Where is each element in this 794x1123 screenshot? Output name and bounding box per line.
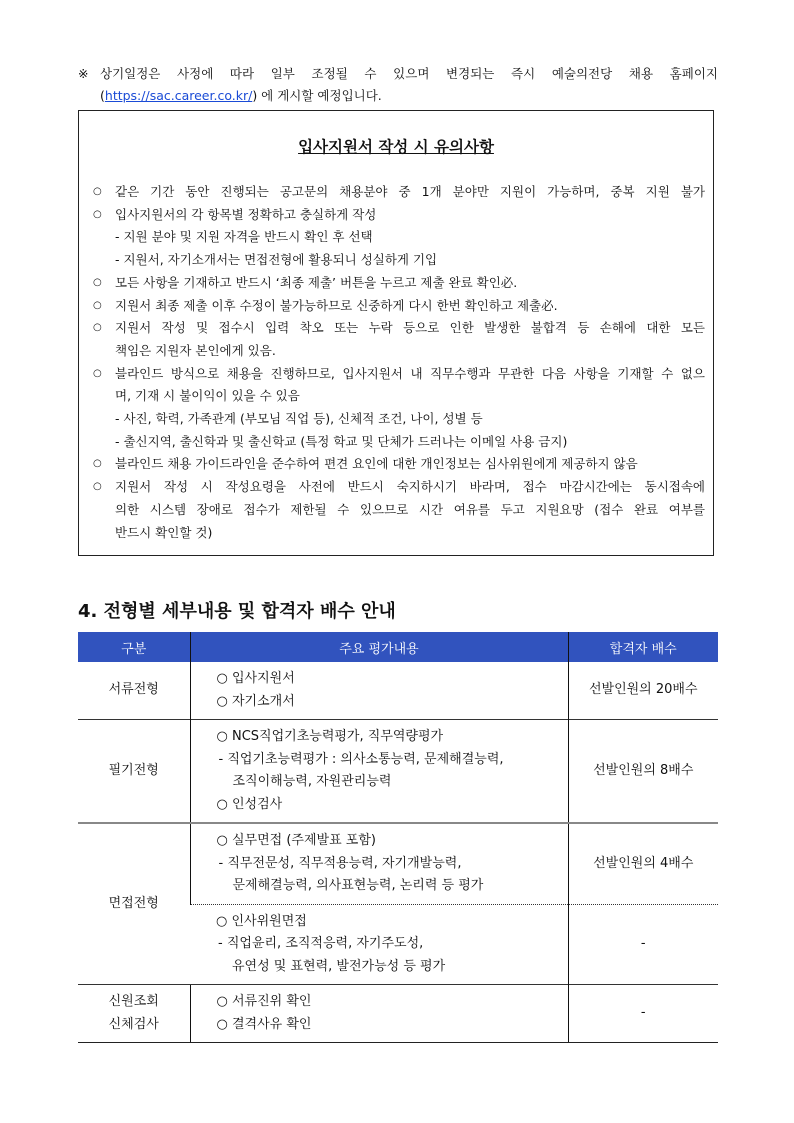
caution-item-continued: 의한 시스템 장애로 접수가 제한될 수 있으므로 시간 여유를 두고 지원요망 (접수 완료 여부를 [115,501,705,517]
caution-subitem: - 출신지역, 출신학과 및 출신학교 (특정 학교 및 단체가 드러나는 이메일 사용 금지) [115,433,568,449]
stage-ratio: - [568,985,718,1043]
circle-bullet-icon: ○ [93,186,102,197]
caution-item-continued: 반드시 확인할 것) [115,524,213,540]
caution-item: ○ 지원서 작성 시 작성요령을 사전에 반드시 숙지하시기 바라며, 접수 마감시간에는 동시접속에 [93,476,705,499]
caution-item: ○ 같은 기간 동안 진행되는 공고문의 채용분야 중 1개 분야만 지원이 가능하며, 중복 지원 불가 [93,181,705,204]
table-row [78,720,718,824]
section-title: 4. 전형별 세부내용 및 합격자 배수 안내 [78,601,396,622]
circle-bullet-icon: ○ [93,481,102,493]
stage-ratio: 선발인원의 8배수 [568,720,718,824]
caution-item: ○ 지원서 최종 제출 이후 수정이 불가능하므로 신중하게 다시 한번 확인하고 제출必. [93,295,705,318]
circle-bullet-icon: ○ [93,208,102,220]
caution-item-continued: 며, 기재 시 불이익이 있을 수 있음 [115,388,300,404]
caution-item: ○ 입사지원서의 각 항목별 정확하고 충실하게 작성 [93,204,705,227]
caution-subitem: - 사진, 학력, 가족관계 (부모님 직업 등), 신체적 조건, 나이, 성별 등 [115,411,483,427]
reference-mark: ※ [78,66,89,81]
caution-subitem: - 지원 분야 및 지원 자격을 반드시 확인 후 선택 [115,229,373,245]
circle-bullet-icon: ○ [93,458,102,470]
header-category: 구분 [78,632,190,662]
stage-content: ○ 서류진위 확인 ○ 결격사유 확인 [190,985,568,1043]
caution-item: ○ 블라인드 방식으로 채용을 진행하므로, 입사지원서 내 직무수행과 무관한 다음 사항을 기재할 수 없으 [93,363,705,386]
circle-bullet-icon: ○ [93,367,102,379]
caution-item: ○ 모든 사항을 기재하고 반드시 ‘최종 제출’ 버튼을 누르고 제출 완료 확인必. [93,272,705,295]
stage-category: 신원조회 신체검사 [78,985,190,1043]
stage-ratio: - [568,904,718,985]
stage-content: ○ 입사지원서 ○ 자기소개서 [190,662,568,720]
table-header-row [78,632,718,662]
career-homepage-link[interactable]: https://sac.career.co.kr/ [104,88,253,103]
caution-list [93,181,705,544]
table-row [78,985,718,1043]
stage-content: ○ NCS직업기초능력평가, 직무역량평가 - 직업기초능력평가 : 의사소통능력, 문제해결능력, 조직이해능력, 자원관리능력 ○ 인성검사 [190,720,568,824]
header-ratio: 합격자 배수 [568,632,718,662]
stage-category: 면접전형 [78,823,190,985]
caution-subitem: - 지원서, 자기소개서는 면접전형에 활용되니 성실하게 기입 [115,252,438,268]
caution-item: ○ 지원서 작성 및 접수시 입력 착오 또는 누락 등으로 인한 발생한 불합격 등 손해에 대한 모든 [93,317,705,340]
stage-content: ○ 인사위원면접 - 직업윤리, 조직적응력, 자기주도성, 유연성 및 표현력, 발전가능성 등 평가 [190,904,568,985]
table-row [78,662,718,720]
stage-content: ○ 실무면접 (주제발표 포함) - 직무전문성, 직무적용능력, 자기개발능력, 문제해결능력, 의사표현능력, 논리력 등 평가 [190,823,568,904]
table-row [78,823,718,904]
stage-category: 필기전형 [78,720,190,824]
stage-ratio: 선발인원의 20배수 [568,662,718,720]
caution-box [78,110,714,556]
circle-bullet-icon: ○ [93,299,102,311]
header-content: 주요 평가내용 [190,632,568,662]
notice-line-1: 상기일정은 사정에 따라 일부 조정될 수 있으며 변경되는 즉시 예술의전당 채용 홈페이지 [100,66,718,81]
selection-stages-table [78,632,718,1043]
stage-category: 서류전형 [108,682,159,698]
circle-bullet-icon: ○ [93,276,102,288]
schedule-notice [78,63,718,107]
caution-item: ○ 블라인드 채용 가이드라인을 준수하여 편견 요인에 대한 개인정보는 심사위원에게 제공하지 않음 [93,453,705,476]
caution-item-continued: 책임은 지원자 본인에게 있음. [115,342,276,358]
circle-bullet-icon: ○ [93,322,102,334]
stage-ratio: 선발인원의 4배수 [568,823,718,904]
notice-line-2: (https://sac.career.co.kr/) 에 게시할 예정입니다. [100,88,382,103]
caution-box-title: 입사지원서 작성 시 유의사항 [298,138,494,156]
